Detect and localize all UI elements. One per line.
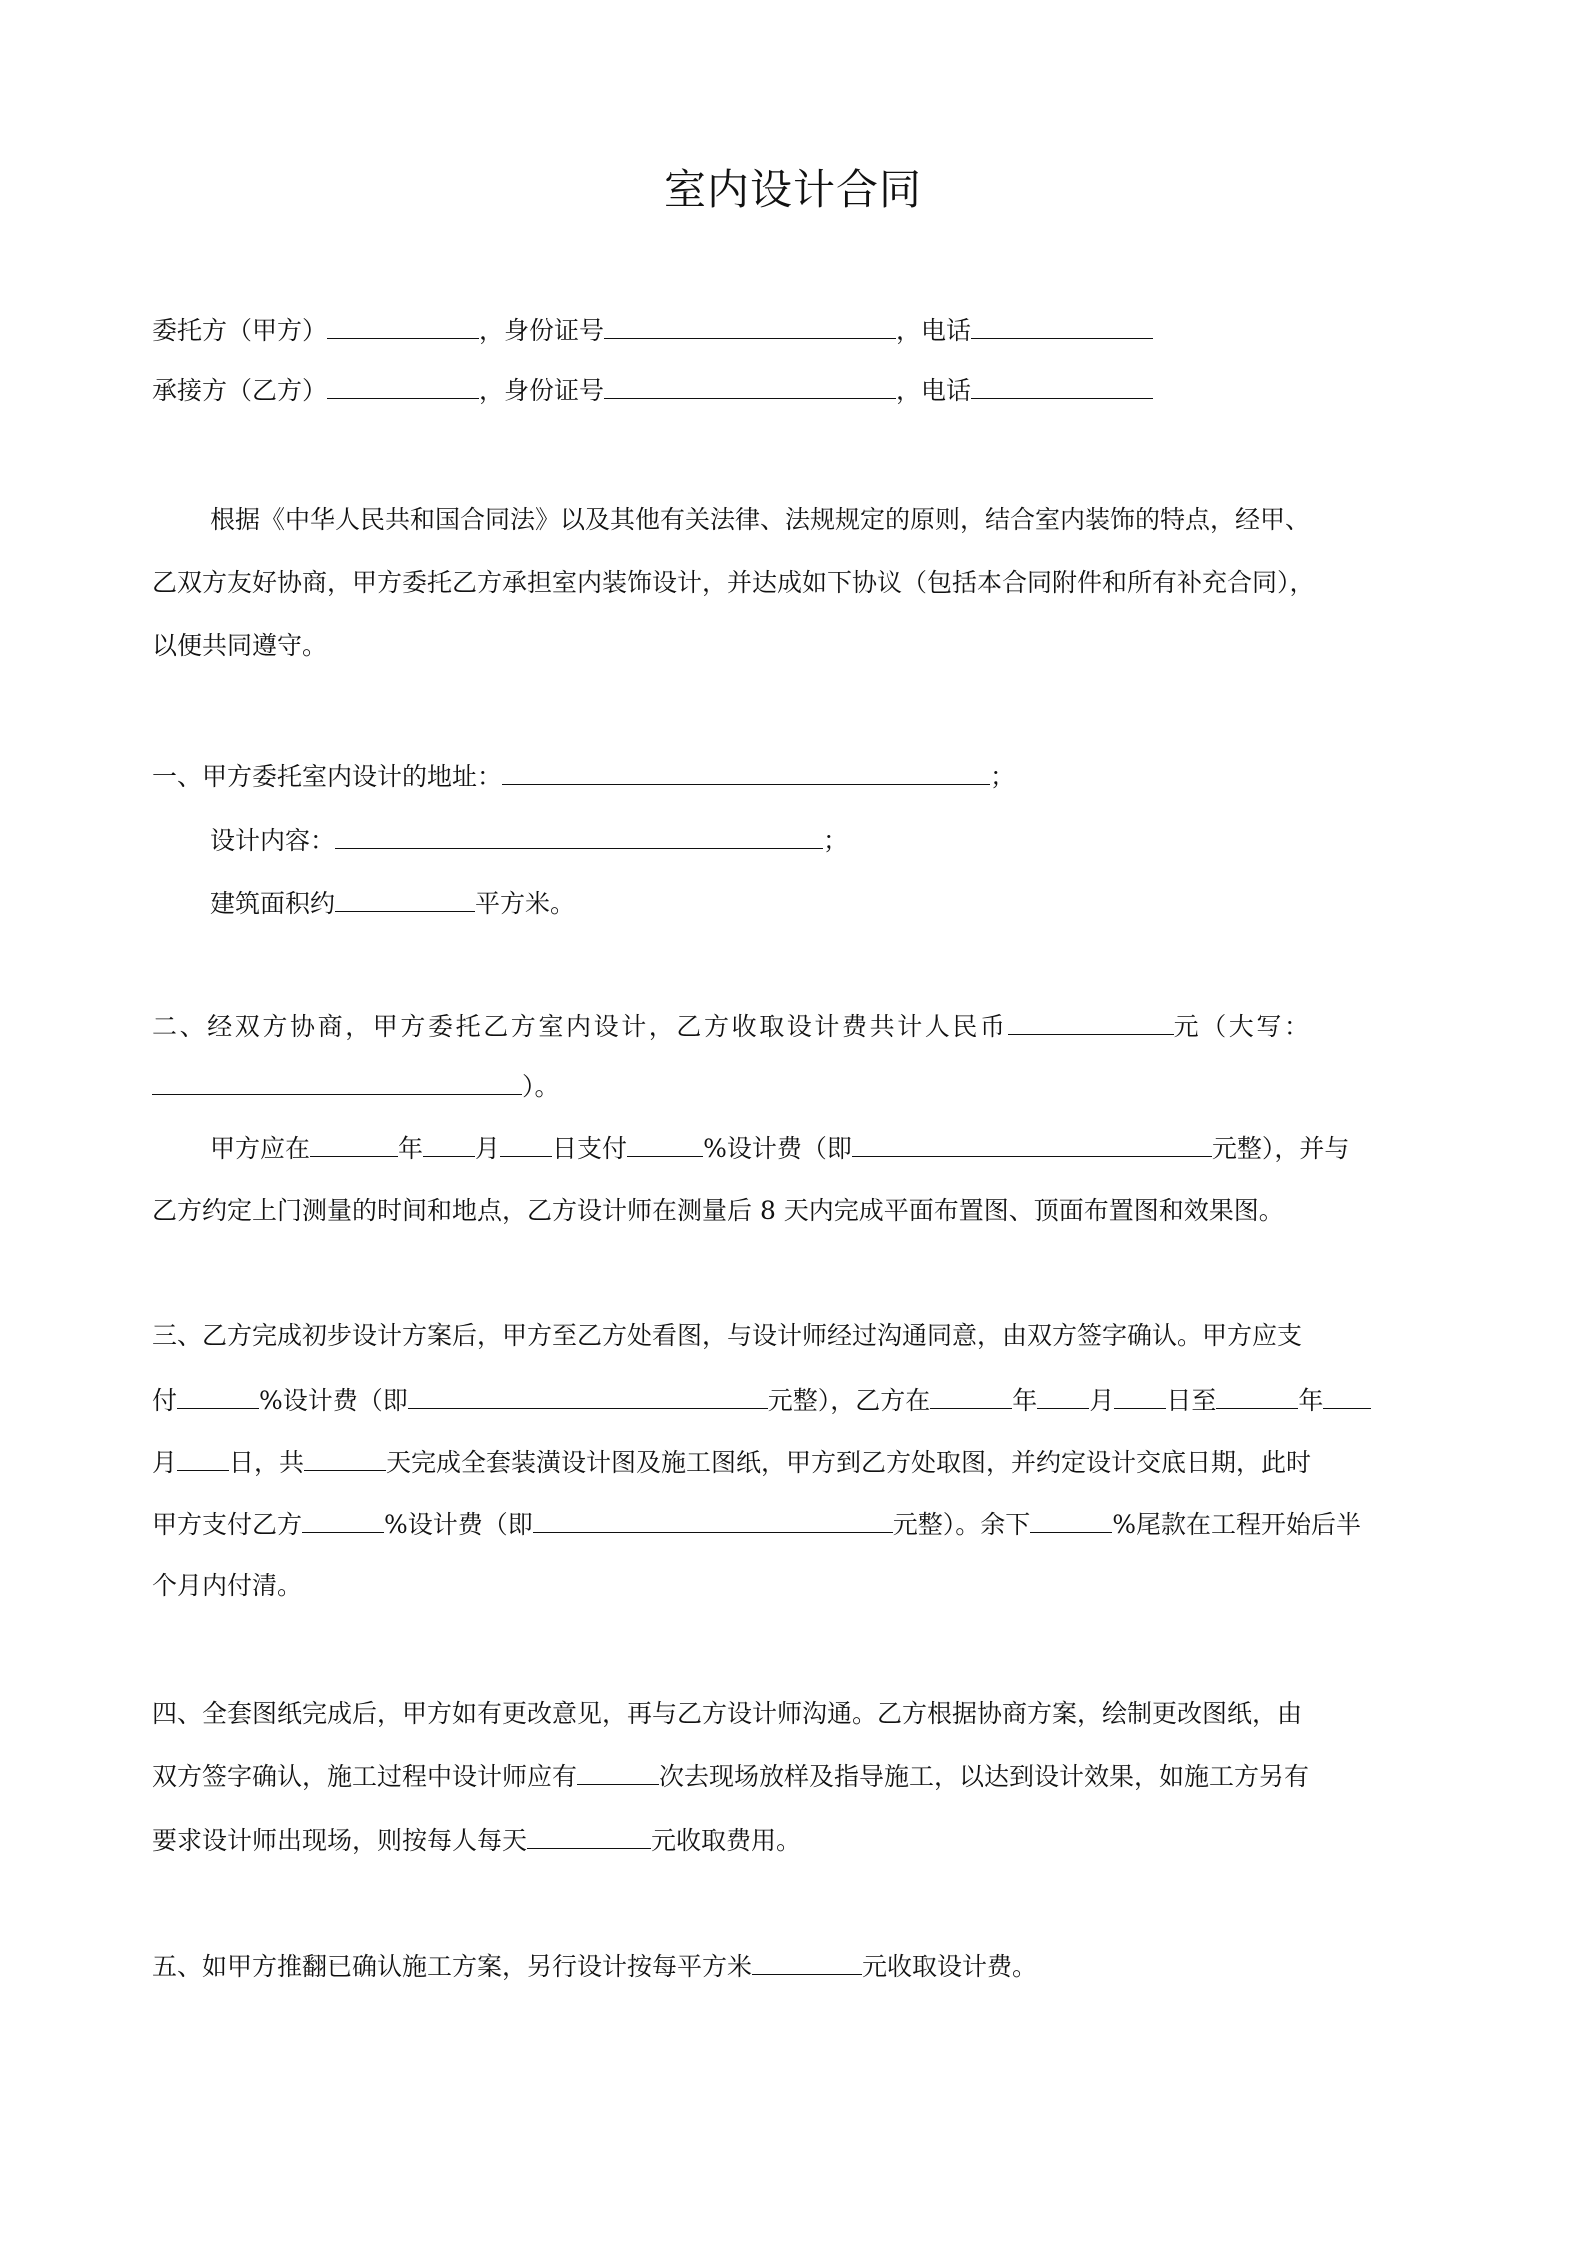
clause3-days-blank[interactable] (304, 1444, 386, 1471)
clause3-end-year-blank[interactable] (1216, 1382, 1298, 1409)
clause3-pay-b-label: 甲方支付乙方 (152, 1510, 303, 1539)
clause3-line-3 (152, 1444, 1311, 1481)
clause1-area-label: 建筑面积约 (210, 889, 336, 918)
party-a-phone-label: ，电话 (896, 316, 972, 345)
preamble-line-2: 乙双方友好协商，甲方委托乙方承担室内装饰设计，并达成如下协议（包括本合同附件和所有补充合同）， (152, 568, 1315, 597)
preamble-line-1: 根据《中华人民共和国合同法》以及其他有关法律、法规规定的原则，结合室内装饰的特点，经甲、 (210, 505, 1311, 534)
clause2-line-1 (152, 1008, 1312, 1045)
party-b-line (152, 372, 1153, 409)
party-b-id-label: ，身份证号 (479, 376, 605, 405)
clause3-pay-label: 付 (152, 1386, 178, 1415)
site-visits-blank[interactable] (577, 1758, 659, 1785)
party-a-line (152, 312, 1153, 349)
clause3-party-b-at-label: 元整），乙方在 (767, 1386, 931, 1415)
clause3-percent-label: %设计费（即 (259, 1386, 408, 1415)
clause2-day-label: 日支付 (552, 1134, 628, 1163)
preamble-line-3: 以便共同遵守。 (152, 631, 328, 660)
clause1-address-label: 一、甲方委托室内设计的地址： (152, 762, 503, 791)
clause1-content-line (210, 822, 848, 859)
party-b-name-blank[interactable] (327, 372, 479, 399)
clause2-close-paren: ）。 (522, 1072, 560, 1101)
clause2-month-blank[interactable] (423, 1130, 475, 1157)
design-content-blank[interactable] (335, 822, 823, 849)
clause4-daily-fee-label: 要求设计师出现场，则按每人每天 (152, 1826, 528, 1855)
clause3-start-month-blank[interactable] (1037, 1382, 1089, 1409)
clause2-percent-label: %设计费（即 (703, 1134, 852, 1163)
page-title: 室内设计合同 (663, 165, 922, 214)
party-a-name-blank[interactable] (327, 312, 479, 339)
clause3-second-amount-blank[interactable] (533, 1506, 893, 1533)
clause3-second-percent-label: %设计费（即 (384, 1510, 533, 1539)
clause2-day-blank[interactable] (500, 1130, 552, 1157)
clause3-line-4 (152, 1506, 1361, 1543)
clause3-completion-text: 天完成全套装潢设计图及施工图纸，甲方到乙方处取图，并约定设计交底日期，此时 (386, 1448, 1312, 1477)
redesign-fee-blank[interactable] (752, 1948, 862, 1975)
clause3-end-day-blank[interactable] (177, 1444, 229, 1471)
clause4-visits-label: 双方签字确认，施工过程中设计师应有 (152, 1762, 578, 1791)
design-address-blank[interactable] (502, 758, 990, 785)
party-a-label: 委托方（甲方） (152, 316, 328, 345)
daily-fee-blank[interactable] (527, 1822, 651, 1849)
clause1-area-unit: 平方米。 (475, 889, 576, 918)
clause2-fee-text: 二、经双方协商，甲方委托乙方室内设计，乙方收取设计费共计人民币 (152, 1012, 1008, 1041)
party-a-id-blank[interactable] (604, 312, 896, 339)
clause4-line-3 (152, 1822, 801, 1859)
clause5-line (152, 1948, 1037, 1985)
clause3-start-day-blank[interactable] (1114, 1382, 1166, 1409)
clause4-visits-text: 次去现场放样及指导施工，以达到设计效果，如施工方另有 (659, 1762, 1310, 1791)
party-a-id-label: ，身份证号 (479, 316, 605, 345)
clause2-line-3 (210, 1130, 1349, 1167)
party-a-phone-blank[interactable] (971, 312, 1153, 339)
design-fee-amount-blank[interactable] (1008, 1008, 1174, 1035)
clause2-year-label: 年 (398, 1134, 424, 1163)
party-b-id-blank[interactable] (604, 372, 896, 399)
clause3-end-month-label: 月 (152, 1448, 178, 1477)
clause2-month-label: 月 (475, 1134, 501, 1163)
clause3-percent-blank[interactable] (177, 1382, 259, 1409)
party-b-label: 承接方（乙方） (152, 376, 328, 405)
clause2-percent-blank[interactable] (627, 1130, 703, 1157)
clause2-year-blank[interactable] (310, 1130, 398, 1157)
clause2-line-2 (152, 1068, 560, 1105)
clause3-remaining-label: 元整）。余下 (892, 1510, 1031, 1539)
clause2-line-4: 乙方约定上门测量的时间和地点，乙方设计师在测量后 8 天内完成平面布置图、顶面布置图和效果图。 (152, 1196, 1284, 1225)
clause4-daily-fee-tail: 元收取费用。 (651, 1826, 802, 1855)
clause3-start-year-label: 年 (1012, 1386, 1038, 1415)
clause1-area-line (210, 885, 575, 922)
clause2-amount-blank[interactable] (852, 1130, 1212, 1157)
building-area-blank[interactable] (335, 885, 475, 912)
clause2-amount-tail: 元整），并与 (1211, 1134, 1350, 1163)
clause1-content-label: 设计内容： (210, 826, 336, 855)
clause1-address-line (152, 758, 1015, 795)
clause3-to-label: 日至 (1166, 1386, 1217, 1415)
clause3-final-text: %尾款在工程开始后半 (1112, 1510, 1362, 1539)
design-fee-uppercase-blank[interactable] (152, 1068, 522, 1095)
clause4-line-2 (152, 1758, 1309, 1795)
clause4-line-1: 四、全套图纸完成后，甲方如有更改意见，再与乙方设计师沟通。乙方根据协商方案，绘制更改图纸，由 (152, 1699, 1303, 1728)
clause3-amount-blank[interactable] (408, 1382, 768, 1409)
clause3-end-year-label: 年 (1298, 1386, 1324, 1415)
party-b-phone-blank[interactable] (971, 372, 1153, 399)
clause3-line-5: 个月内付清。 (152, 1571, 303, 1600)
clause3-line-1: 三、乙方完成初步设计方案后，甲方至乙方处看图，与设计师经过沟通同意，由双方签字确认。甲方应支 (152, 1321, 1303, 1350)
clause3-total-label: 日，共 (229, 1448, 305, 1477)
clause5-tail: 元收取设计费。 (862, 1952, 1038, 1981)
clause5-text: 五、如甲方推翻已确认施工方案，另行设计按每平方米 (152, 1952, 753, 1981)
clause3-final-percent-blank[interactable] (1030, 1506, 1112, 1533)
clause1-semicolon-2: ； (823, 826, 849, 855)
clause3-line-2 (152, 1382, 1371, 1419)
clause3-start-year-blank[interactable] (930, 1382, 1012, 1409)
clause3-second-percent-blank[interactable] (302, 1506, 384, 1533)
clause2-pay-at-label: 甲方应在 (210, 1134, 311, 1163)
clause2-fee-tail: 元（大写： (1173, 1012, 1312, 1041)
clause3-end-month-blank[interactable] (1323, 1382, 1371, 1409)
clause3-start-month-label: 月 (1089, 1386, 1115, 1415)
clause1-semicolon: ； (990, 762, 1016, 791)
party-b-phone-label: ，电话 (896, 376, 972, 405)
